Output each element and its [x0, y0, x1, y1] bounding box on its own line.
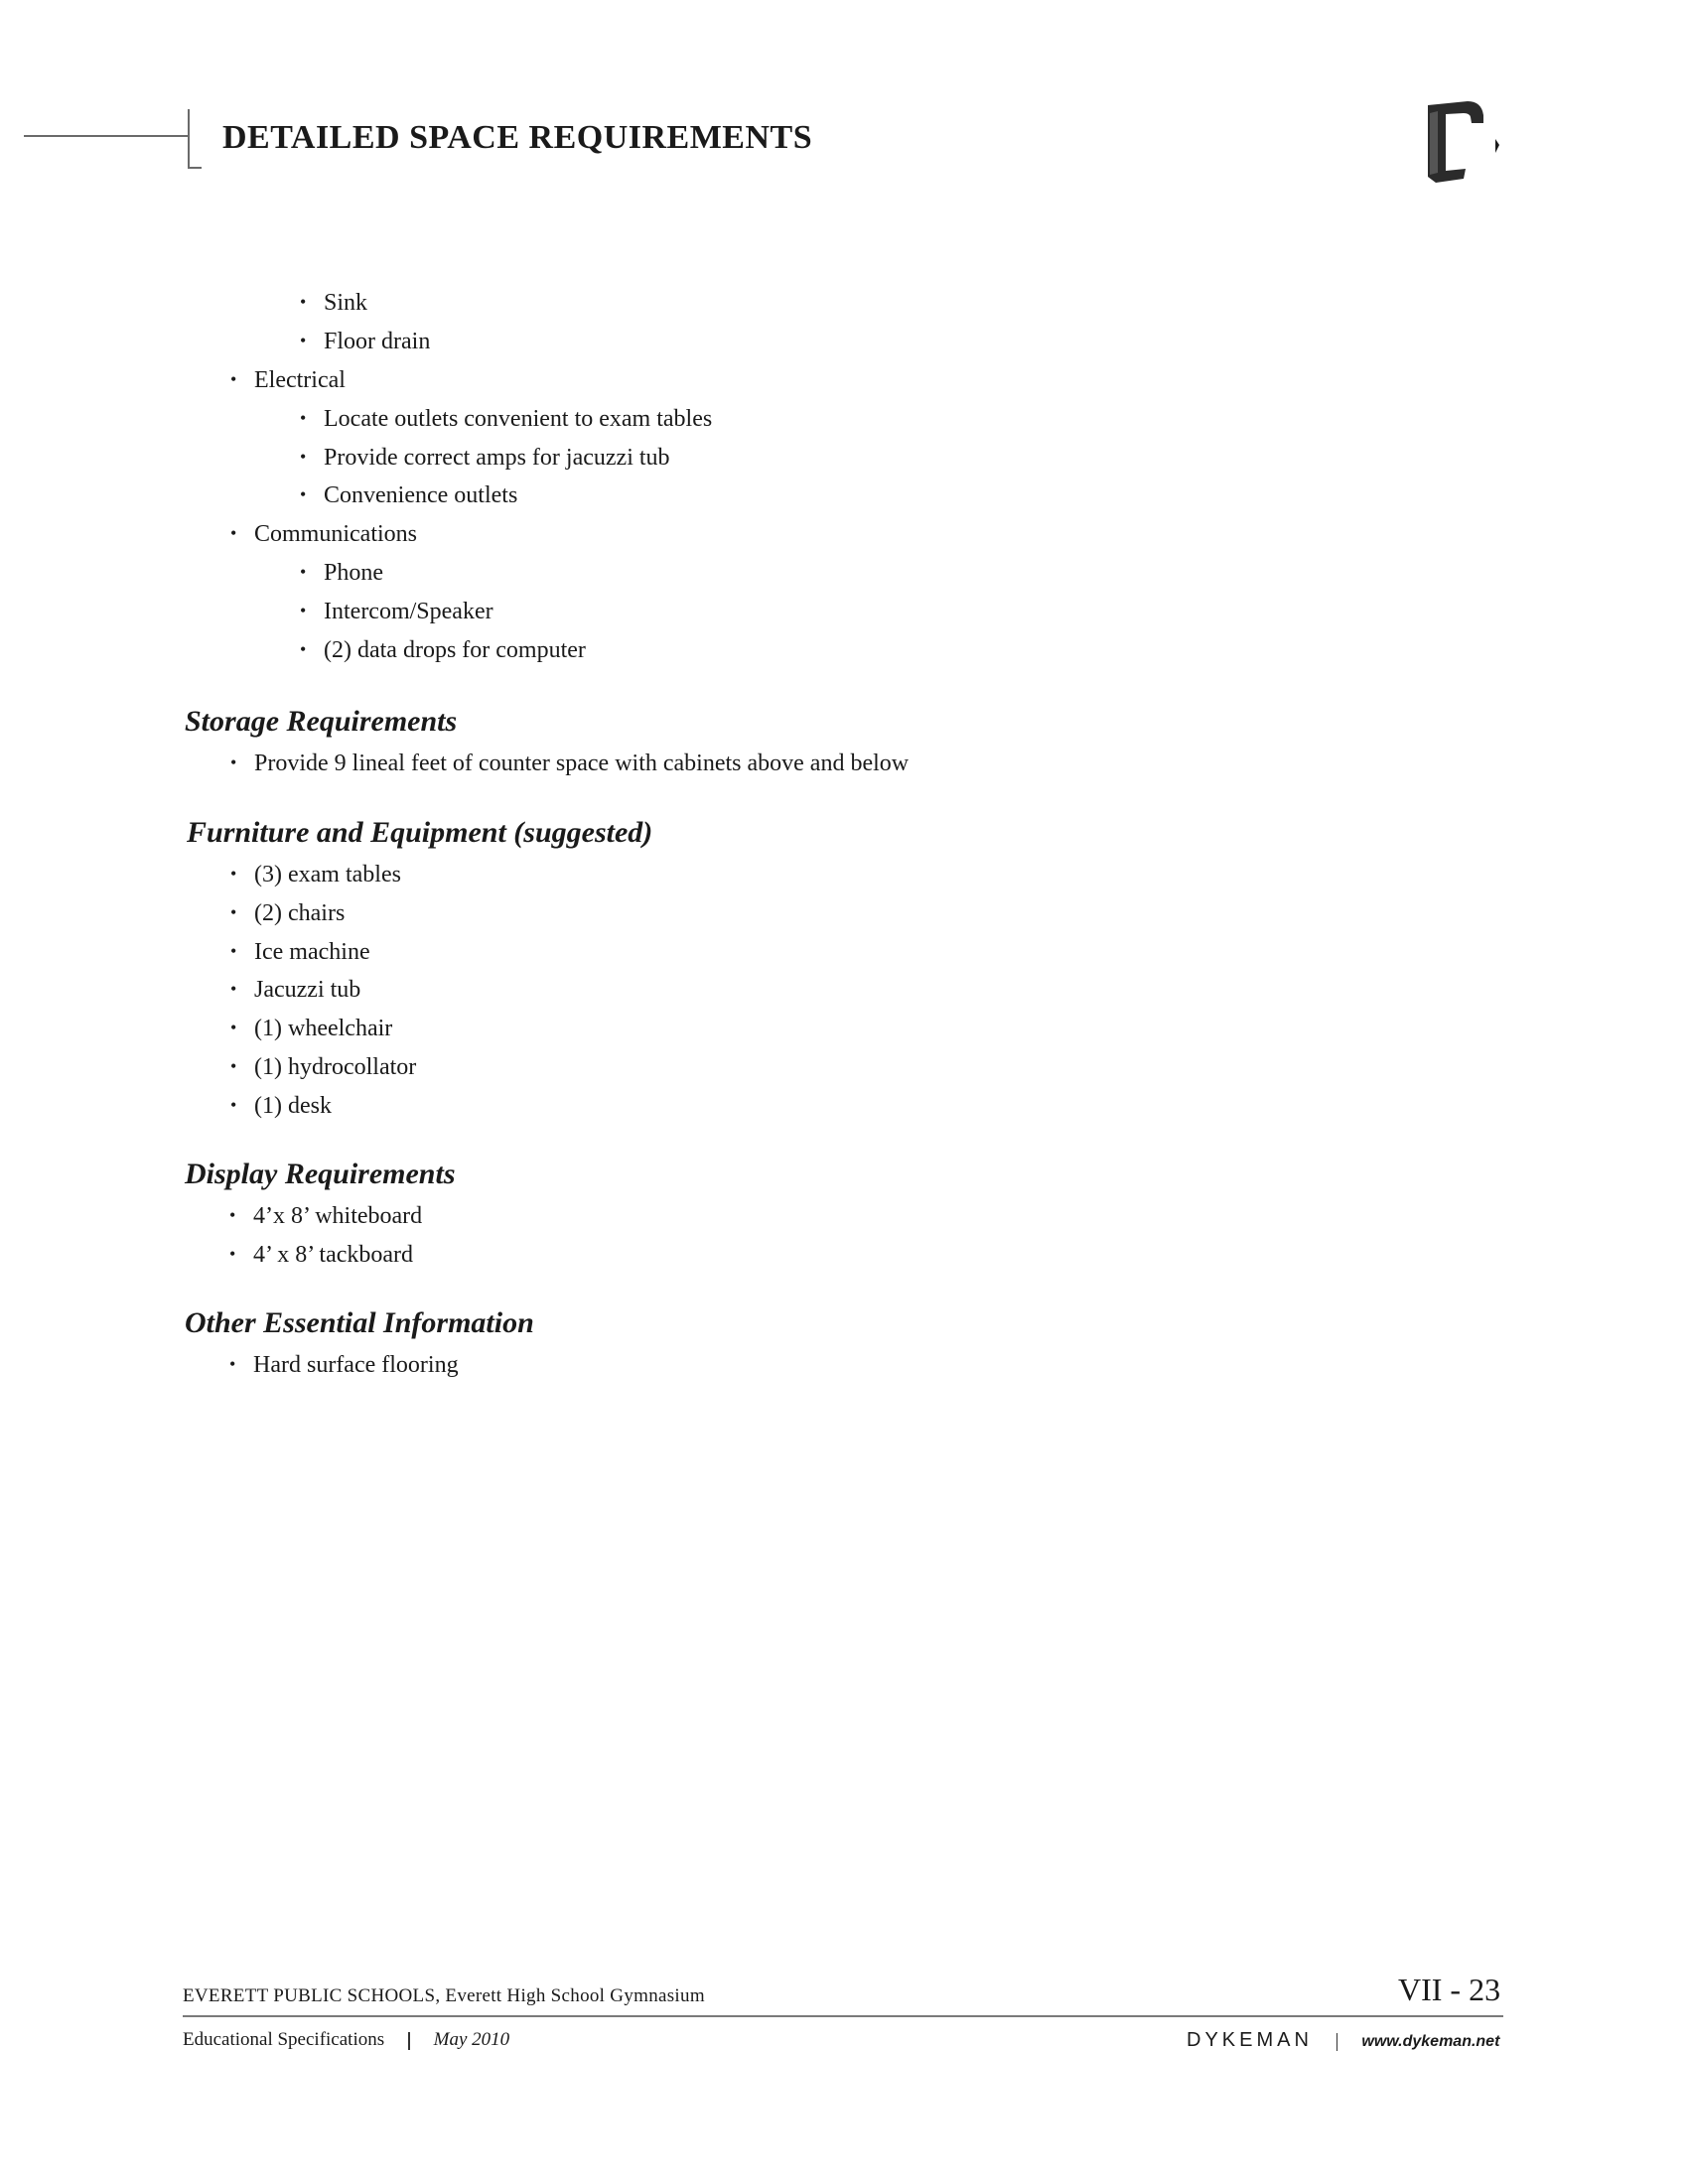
list-item: • Hard surface flooring	[229, 1352, 459, 1378]
list-item-communications: • Communications	[230, 521, 417, 547]
page-number: VII - 23	[1398, 1972, 1501, 2007]
footer-brand: DYKEMAN	[1187, 2029, 1313, 2051]
list-item-electrical: • Electrical	[230, 367, 346, 393]
furniture-heading: Furniture and Equipment (suggested)	[187, 816, 653, 849]
list-item: • (2) data drops for computer	[300, 637, 586, 663]
storage-heading: Storage Requirements	[185, 705, 458, 738]
dykeman-logo-icon	[1408, 93, 1507, 193]
footer-organization: EVERETT PUBLIC SCHOOLS, Everett High School Gymnasium	[183, 1985, 705, 2006]
list-item: • (1) hydrocollator	[230, 1054, 417, 1080]
list-item: • Ice machine	[230, 939, 370, 965]
list-item: • (1) desk	[230, 1093, 332, 1119]
footer-separator	[408, 2032, 410, 2050]
footer-date: May 2010	[433, 2029, 510, 2050]
list-item-sink: • Sink	[300, 290, 368, 316]
footer-url-link[interactable]: www.dykeman.net	[1361, 2033, 1500, 2050]
list-item: • Provide correct amps for jacuzzi tub	[300, 445, 670, 471]
list-item: • Phone	[300, 560, 383, 586]
list-item: • (1) wheelchair	[230, 1016, 393, 1041]
list-item: • Convenience outlets	[300, 482, 518, 508]
header-tick	[188, 109, 190, 169]
list-item: • Intercom/Speaker	[300, 599, 493, 624]
list-item: • (3) exam tables	[230, 862, 401, 887]
list-item: • Jacuzzi tub	[230, 977, 361, 1003]
page-title: DETAILED SPACE REQUIREMENTS	[222, 119, 813, 156]
footer-document-name: Educational Specifications	[183, 2029, 385, 2050]
footer-brand-block	[1187, 2029, 1499, 2052]
footer-separator	[1336, 2033, 1338, 2051]
list-item: • Locate outlets convenient to exam tables	[300, 406, 713, 432]
footer-rule	[183, 2015, 1503, 2017]
header-tick-foot	[188, 167, 202, 169]
list-item-floor-drain: • Floor drain	[300, 329, 431, 354]
display-heading: Display Requirements	[185, 1158, 456, 1190]
header-rule	[24, 135, 189, 137]
footer-document-info	[183, 2029, 509, 2051]
list-item: • 4’x 8’ whiteboard	[229, 1203, 423, 1229]
list-item: • Provide 9 lineal feet of counter space with cabinets above and below	[230, 751, 910, 776]
list-item: • 4’ x 8’ tackboard	[229, 1242, 414, 1268]
list-item: • (2) chairs	[230, 900, 346, 926]
other-heading: Other Essential Information	[185, 1306, 534, 1339]
